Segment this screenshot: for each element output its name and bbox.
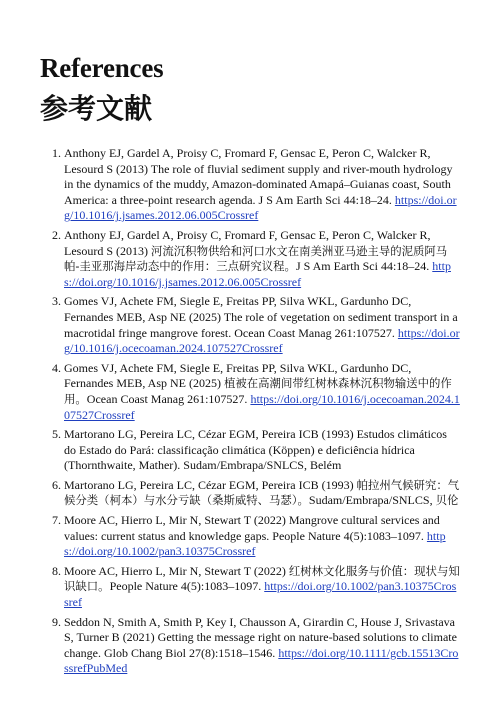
reference-title-chinese: 帕拉州气候研究：气候分类（柯本）与水分亏缺（桑斯威特、马瑟）。 — [64, 477, 460, 508]
reference-number: 3. — [52, 294, 61, 309]
reference-title-chinese: 红树林文化服务与价值：现状与知识缺口。 — [64, 563, 460, 594]
reference-doi-link[interactable]: https://doi.org/10.1016/j.jsames.2012.06.005Crossref — [64, 192, 457, 223]
reference-authors: Martorano LG, Pereira LC, Cézar EGM, Pereira ICB (1993) — [64, 477, 357, 492]
reference-source: Ocean Coast Manag 261:107527. — [86, 391, 251, 406]
reference-item-8 — [40, 564, 460, 611]
reference-item-6 — [40, 478, 460, 509]
references-heading: References — [40, 53, 164, 83]
reference-item-4 — [40, 361, 460, 423]
reference-item-9 — [40, 615, 460, 677]
reference-number: 5. — [52, 427, 61, 442]
reference-number: 2. — [52, 227, 61, 242]
reference-text: Gomes VJ, Achete FM, Siegle E, Freitas PP, Silva WKL, Gardunho DC, Fernandes MEB, Asp NE (2025) The role of vegetation on sediment transport in a macrotidal fringe mangrove forest. Ocean Coast Manag 261:107527. — [64, 294, 458, 340]
reference-authors: Anthony EJ, Gardel A, Proisy C, Fromard F, Gensac E, Peron C, Walcker R, Lesourd S (2013) — [64, 227, 431, 258]
reference-item-5 — [40, 427, 460, 474]
reference-title-chinese: 河流沉积物供给和河口水文在南美洲亚马逊主导的泥质阿马帕-圭亚那海岸动态中的作用：三点研究议程。 — [64, 243, 448, 274]
reference-doi-link[interactable]: https://doi.org/10.1016/j.ocecoaman.2024.107527Crossref — [64, 325, 460, 356]
reference-number: 4. — [52, 360, 61, 375]
reference-item-7 — [40, 513, 460, 560]
reference-authors: Moore AC, Hierro L, Mir N, Stewart T (2022) — [64, 563, 289, 578]
references-heading-chinese: 参考文献 — [40, 92, 153, 125]
reference-doi-link[interactable]: https://doi.org/10.1111/gcb.15513CrossrefPubMed — [64, 645, 459, 676]
reference-source: J S Am Earth Sci 44:18–24. — [295, 259, 433, 274]
reference-text: Martorano LG, Pereira LC, Cézar EGM, Pereira ICB (1993) Estudos climáticos do Estado do Pará: classificação climática (Köppen) e deficiência hídrica (Thornthwaite, Mather). Sudam/Embrapa/SNLCS, Belém — [64, 427, 447, 473]
reference-number: 9. — [52, 614, 61, 629]
reference-doi-link[interactable]: https://doi.org/10.1002/pan3.10375Crossref — [64, 528, 446, 559]
reference-source: People Nature 4(5):1083–1097. — [109, 579, 265, 594]
reference-item-3 — [40, 294, 460, 356]
reference-doi-link[interactable]: https://doi.org/10.1002/pan3.10375Crossref — [64, 579, 457, 610]
reference-doi-link[interactable]: https://doi.org/10.1016/j.jsames.2012.06.005Crossref — [64, 259, 451, 289]
reference-number: 8. — [52, 563, 61, 578]
reference-source: Sudam/Embrapa/SNLCS, — [308, 493, 436, 508]
reference-authors: Gomes VJ, Achete FM, Siegle E, Freitas PP, Silva WKL, Gardunho DC, Fernandes MEB, Asp NE (2025) — [64, 360, 412, 391]
reference-number: 1. — [52, 146, 61, 160]
reference-text: Moore AC, Hierro L, Mir N, Stewart T (2022) Mangrove cultural services and values: current status and knowledge gaps. People Nature 4(5):1083–1097. — [64, 513, 440, 543]
reference-text: Anthony EJ, Gardel A, Proisy C, Fromard F, Gensac E, Peron C, Walcker R, Lesourd S (2013) The role of fluvial sediment supply and river-mouth hydrology in the dynamics of the muddy, Amazon-dominated Amapá–Guianas coast, South America: a three-point research agenda. J S Am Earth Sci 44:18–24. — [64, 146, 453, 207]
reference-text: Seddon N, Smith A, Smith P, Key I, Chausson A, Girardin C, House J, Srivastava S, Turner B (2021) Getting the message right on nature-based solutions to climate change. Glob Chang Biol 27(8):1518–1546. — [64, 614, 457, 660]
reference-place-chinese: 贝伦 — [435, 493, 459, 508]
reference-number: 6. — [52, 477, 61, 492]
reference-item-1 — [40, 146, 460, 224]
reference-item-2 — [40, 228, 460, 290]
reference-list — [40, 146, 460, 681]
reference-doi-link[interactable]: https://doi.org/10.1016/j.ocecoaman.2024.107527Crossref — [64, 391, 460, 422]
reference-number: 7. — [52, 513, 61, 528]
reference-title-chinese: 植被在高潮间带红树林森林沉积物输送中的作用。 — [64, 376, 452, 406]
